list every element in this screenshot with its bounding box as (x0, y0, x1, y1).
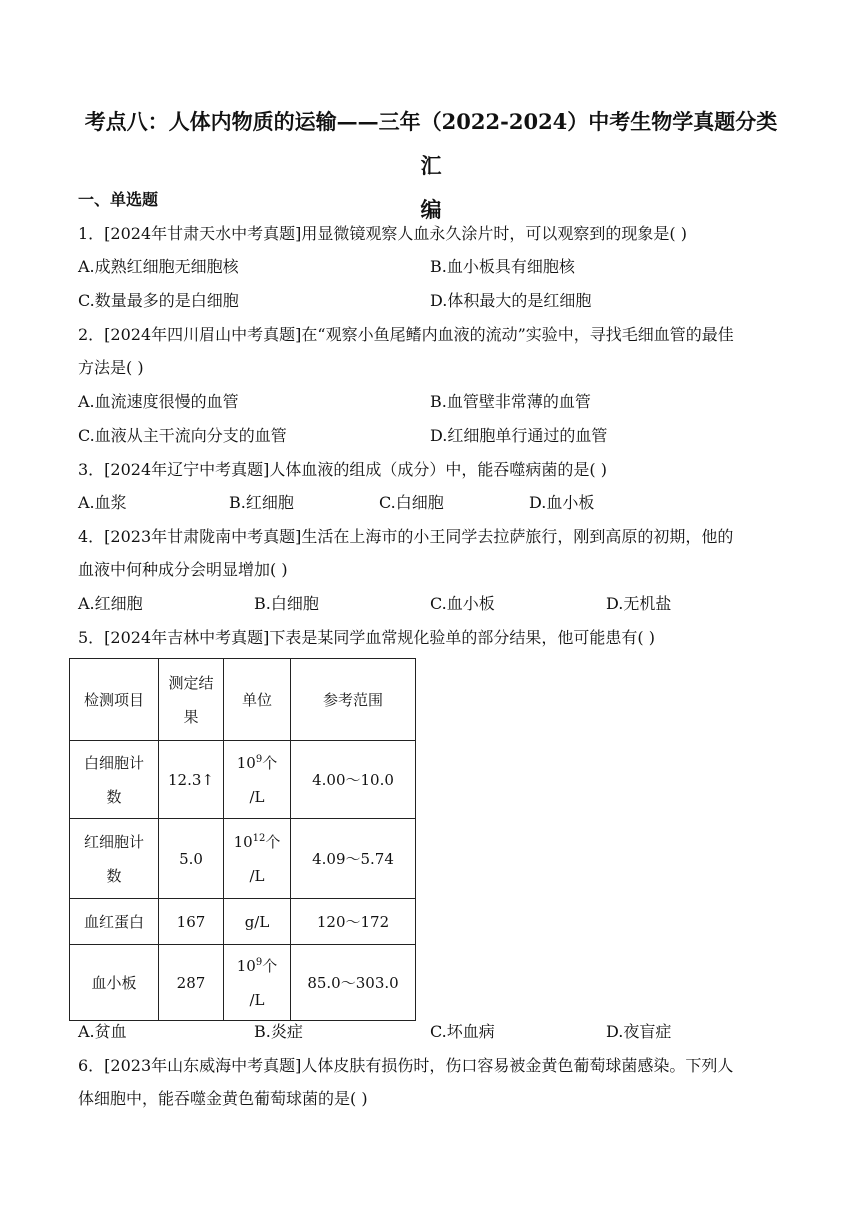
section-heading: 一、单选题 (78, 190, 159, 209)
q3-option-c: C.白细胞 (379, 493, 444, 512)
q5-option-b: B.炎症 (254, 1022, 303, 1041)
row-result: 287 (159, 945, 224, 1021)
q2-option-a: A.血流速度很慢的血管 (78, 392, 239, 411)
document-title (78, 100, 784, 232)
row-range: 4.00～10.0 (291, 741, 416, 819)
question-5-stem: 5．[2024年吉林中考真题]下表是某同学血常规化验单的部分结果，他可能患有( ) (78, 628, 655, 647)
table-row (70, 899, 416, 945)
row-unit: $10^{12}$个 /L (224, 819, 291, 899)
row-range: 4.09～5.74 (291, 819, 416, 899)
q1-option-b: B.血小板具有细胞核 (430, 257, 575, 276)
header-range: 参考范围 (291, 659, 416, 741)
title-line-2: 编 (420, 197, 442, 222)
question-6-stem-line-1: 6．[2023年山东威海中考真题]人体皮肤有损伤时，伤口容易被金黄色葡萄球菌感染。下列人 (78, 1056, 734, 1075)
q3-option-d: D.血小板 (529, 493, 595, 512)
title-line-1: 考点八：人体内物质的运输——三年（2022-2024）中考生物学真题分类汇 (84, 109, 778, 178)
row-item: 血红蛋白 (70, 899, 159, 945)
table-row (70, 945, 416, 1021)
row-result: 12.3↑ (159, 741, 224, 819)
table-row (70, 819, 416, 899)
row-item: 白细胞计 数 (70, 741, 159, 819)
blood-test-table (69, 658, 416, 1021)
question-1-stem: 1．[2024年甘肃天水中考真题]用显微镜观察人血永久涂片时，可以观察到的现象是( ) (78, 224, 687, 243)
q2-option-d: D.红细胞单行通过的血管 (430, 426, 608, 445)
header-result: 测定结 果 (159, 659, 224, 741)
row-result: 167 (159, 899, 224, 945)
q4-option-a: A.红细胞 (78, 594, 143, 613)
header-unit: 单位 (224, 659, 291, 741)
header-item: 检测项目 (70, 659, 159, 741)
row-item: 红细胞计 数 (70, 819, 159, 899)
question-3-stem: 3．[2024年辽宁中考真题]人体血液的组成（成分）中，能吞噬病菌的是( ) (78, 460, 607, 479)
table-row (70, 741, 416, 819)
q1-option-d: D.体积最大的是红细胞 (430, 291, 592, 310)
q2-option-c: C.血液从主干流向分支的血管 (78, 426, 287, 445)
q4-option-b: B.白细胞 (254, 594, 319, 613)
row-unit: g/L (224, 899, 291, 945)
row-item: 血小板 (70, 945, 159, 1021)
q3-option-b: B.红细胞 (229, 493, 294, 512)
q5-option-d: D.夜盲症 (606, 1022, 672, 1041)
q4-option-d: D.无机盐 (606, 594, 672, 613)
question-4-stem-line-2: 血液中何种成分会明显增加( ) (78, 560, 288, 579)
q3-option-a: A.血浆 (78, 493, 127, 512)
question-2-stem-line-1: 2．[2024年四川眉山中考真题]在“观察小鱼尾鳍内血液的流动”实验中，寻找毛细血管的最佳 (78, 325, 734, 344)
question-4-stem-line-1: 4．[2023年甘肃陇南中考真题]生活在上海市的小王同学去拉萨旅行，刚到高原的初期，他的 (78, 527, 734, 546)
row-unit: $10^9$个 /L (224, 945, 291, 1021)
q2-option-b: B.血管壁非常薄的血管 (430, 392, 591, 411)
row-range: 120～172 (291, 899, 416, 945)
row-range: 85.0～303.0 (291, 945, 416, 1021)
row-result: 5.0 (159, 819, 224, 899)
q5-option-a: A.贫血 (78, 1022, 127, 1041)
q1-option-c: C.数量最多的是白细胞 (78, 291, 239, 310)
q4-option-c: C.血小板 (430, 594, 495, 613)
table-header-row (70, 659, 416, 741)
question-6-stem-line-2: 体细胞中，能吞噬金黄色葡萄球菌的是( ) (78, 1089, 368, 1108)
q5-option-c: C.坏血病 (430, 1022, 495, 1041)
row-unit: $10^9$个 /L (224, 741, 291, 819)
question-2-stem-line-2: 方法是( ) (78, 358, 144, 377)
q1-option-a: A.成熟红细胞无细胞核 (78, 257, 239, 276)
